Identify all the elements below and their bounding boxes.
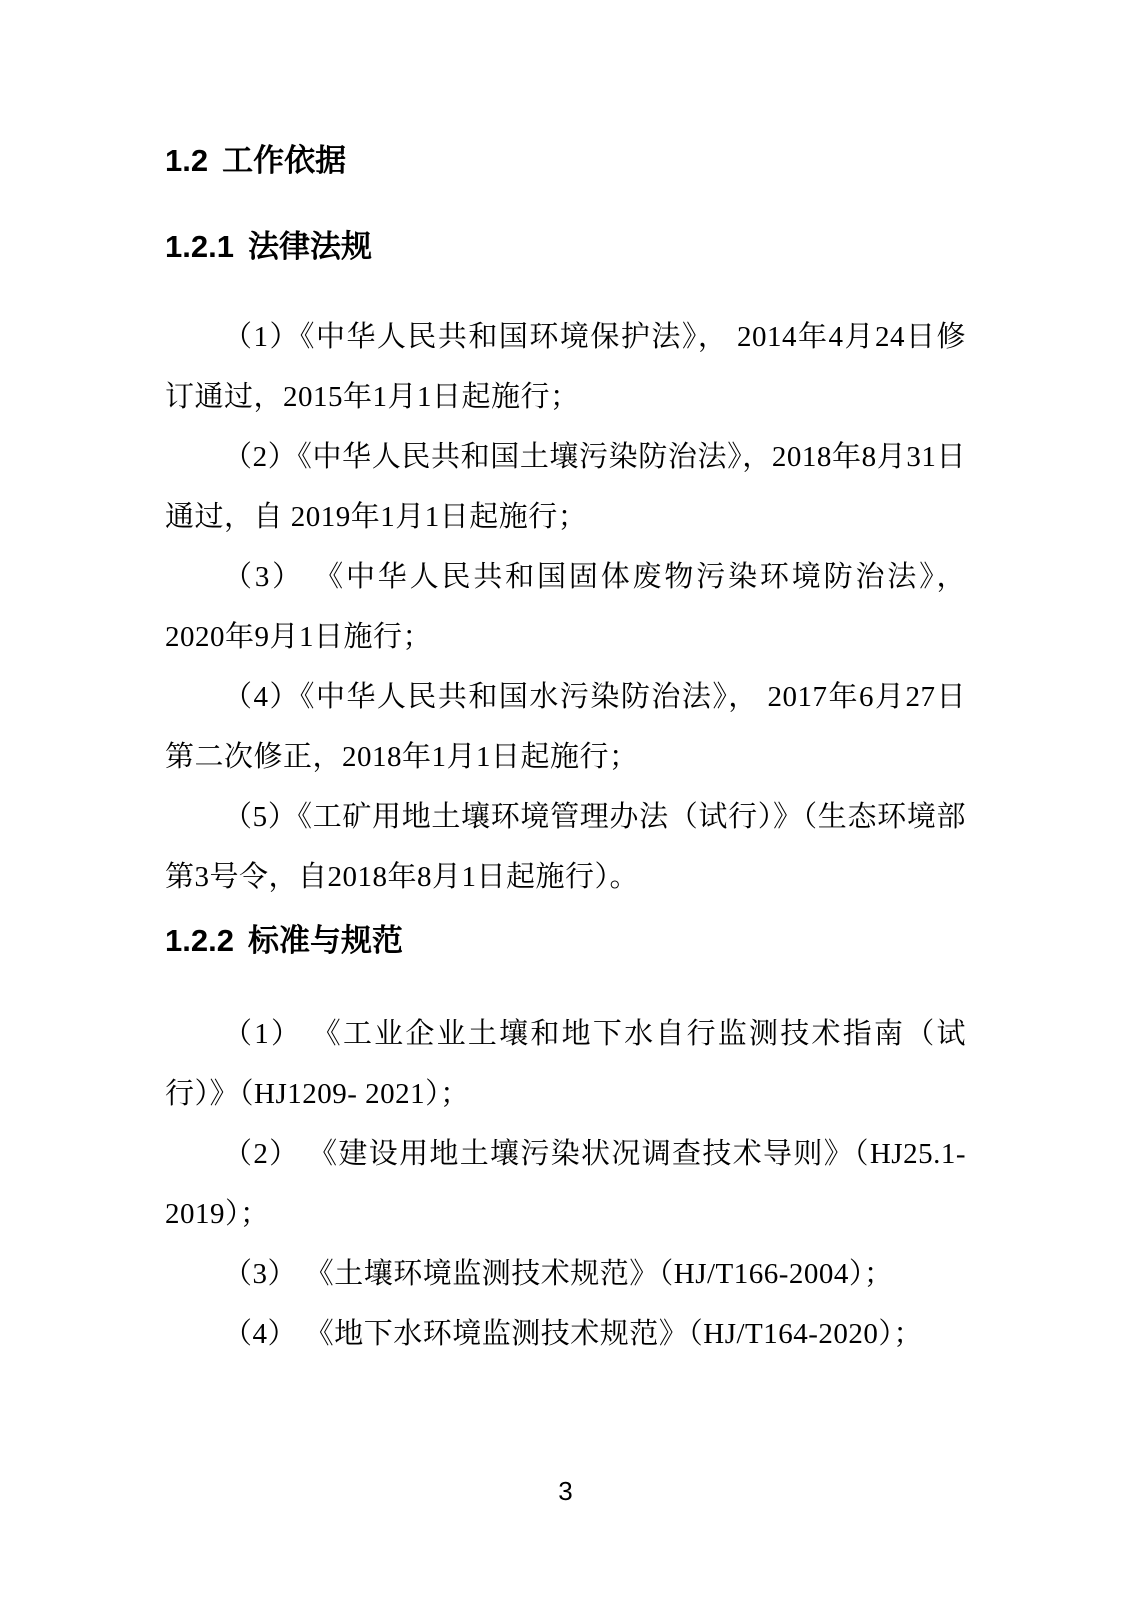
standard-item: （1） 《工业企业土壤和地下水自行监测技术指南（试行）》（HJ1209- 2021）； — [165, 1017, 966, 1110]
subsection-number: 1.2.2 — [165, 923, 234, 959]
legal-regulation-item: （1）《中华人民共和国环境保护法》， 2014年4月24日修订通过，2015年1月1日起施行； — [165, 321, 966, 414]
section-title: 工作依据 — [222, 143, 347, 178]
standard-item: （2） 《建设用地土壤污染状况调查技术导则》（HJ25.1-2019）； — [165, 1137, 966, 1230]
subsection-heading-laws — [165, 179, 966, 265]
legal-regulation-item: （4）《中华人民共和国水污染防治法》， 2017年6月27日第二次修正，2018年1月1日起施行； — [165, 681, 966, 774]
standards-list — [165, 1004, 966, 1364]
legal-regulation-item: （5）《工矿用地土壤环境管理办法（试行）》（生态环境部第3号令，自2018年8月1日起施行）。 — [165, 801, 966, 894]
page-number: 3 — [558, 1476, 573, 1506]
laws-list — [165, 307, 966, 907]
legal-regulation-item: （2）《中华人民共和国土壤污染防治法》，2018年8月31日通过，自 2019年1月1日起施行； — [165, 441, 966, 534]
section-heading — [165, 0, 966, 179]
standard-item: （4） 《地下水环境监测技术规范》（HJ/T164-2020）； — [223, 1317, 923, 1350]
standard-item: （3） 《土壤环境监测技术规范》（HJ/T166-2004）； — [223, 1257, 894, 1290]
subsection-heading-standards — [165, 907, 966, 959]
subsection-title: 标准与规范 — [247, 923, 403, 959]
legal-regulation-item: （3） 《中华人民共和国固体废物污染环境防治法》，2020年9月1日施行； — [165, 561, 966, 654]
section-number: 1.2 — [165, 143, 209, 178]
subsection-title: 法律法规 — [247, 228, 372, 264]
subsection-number: 1.2.1 — [165, 228, 234, 264]
